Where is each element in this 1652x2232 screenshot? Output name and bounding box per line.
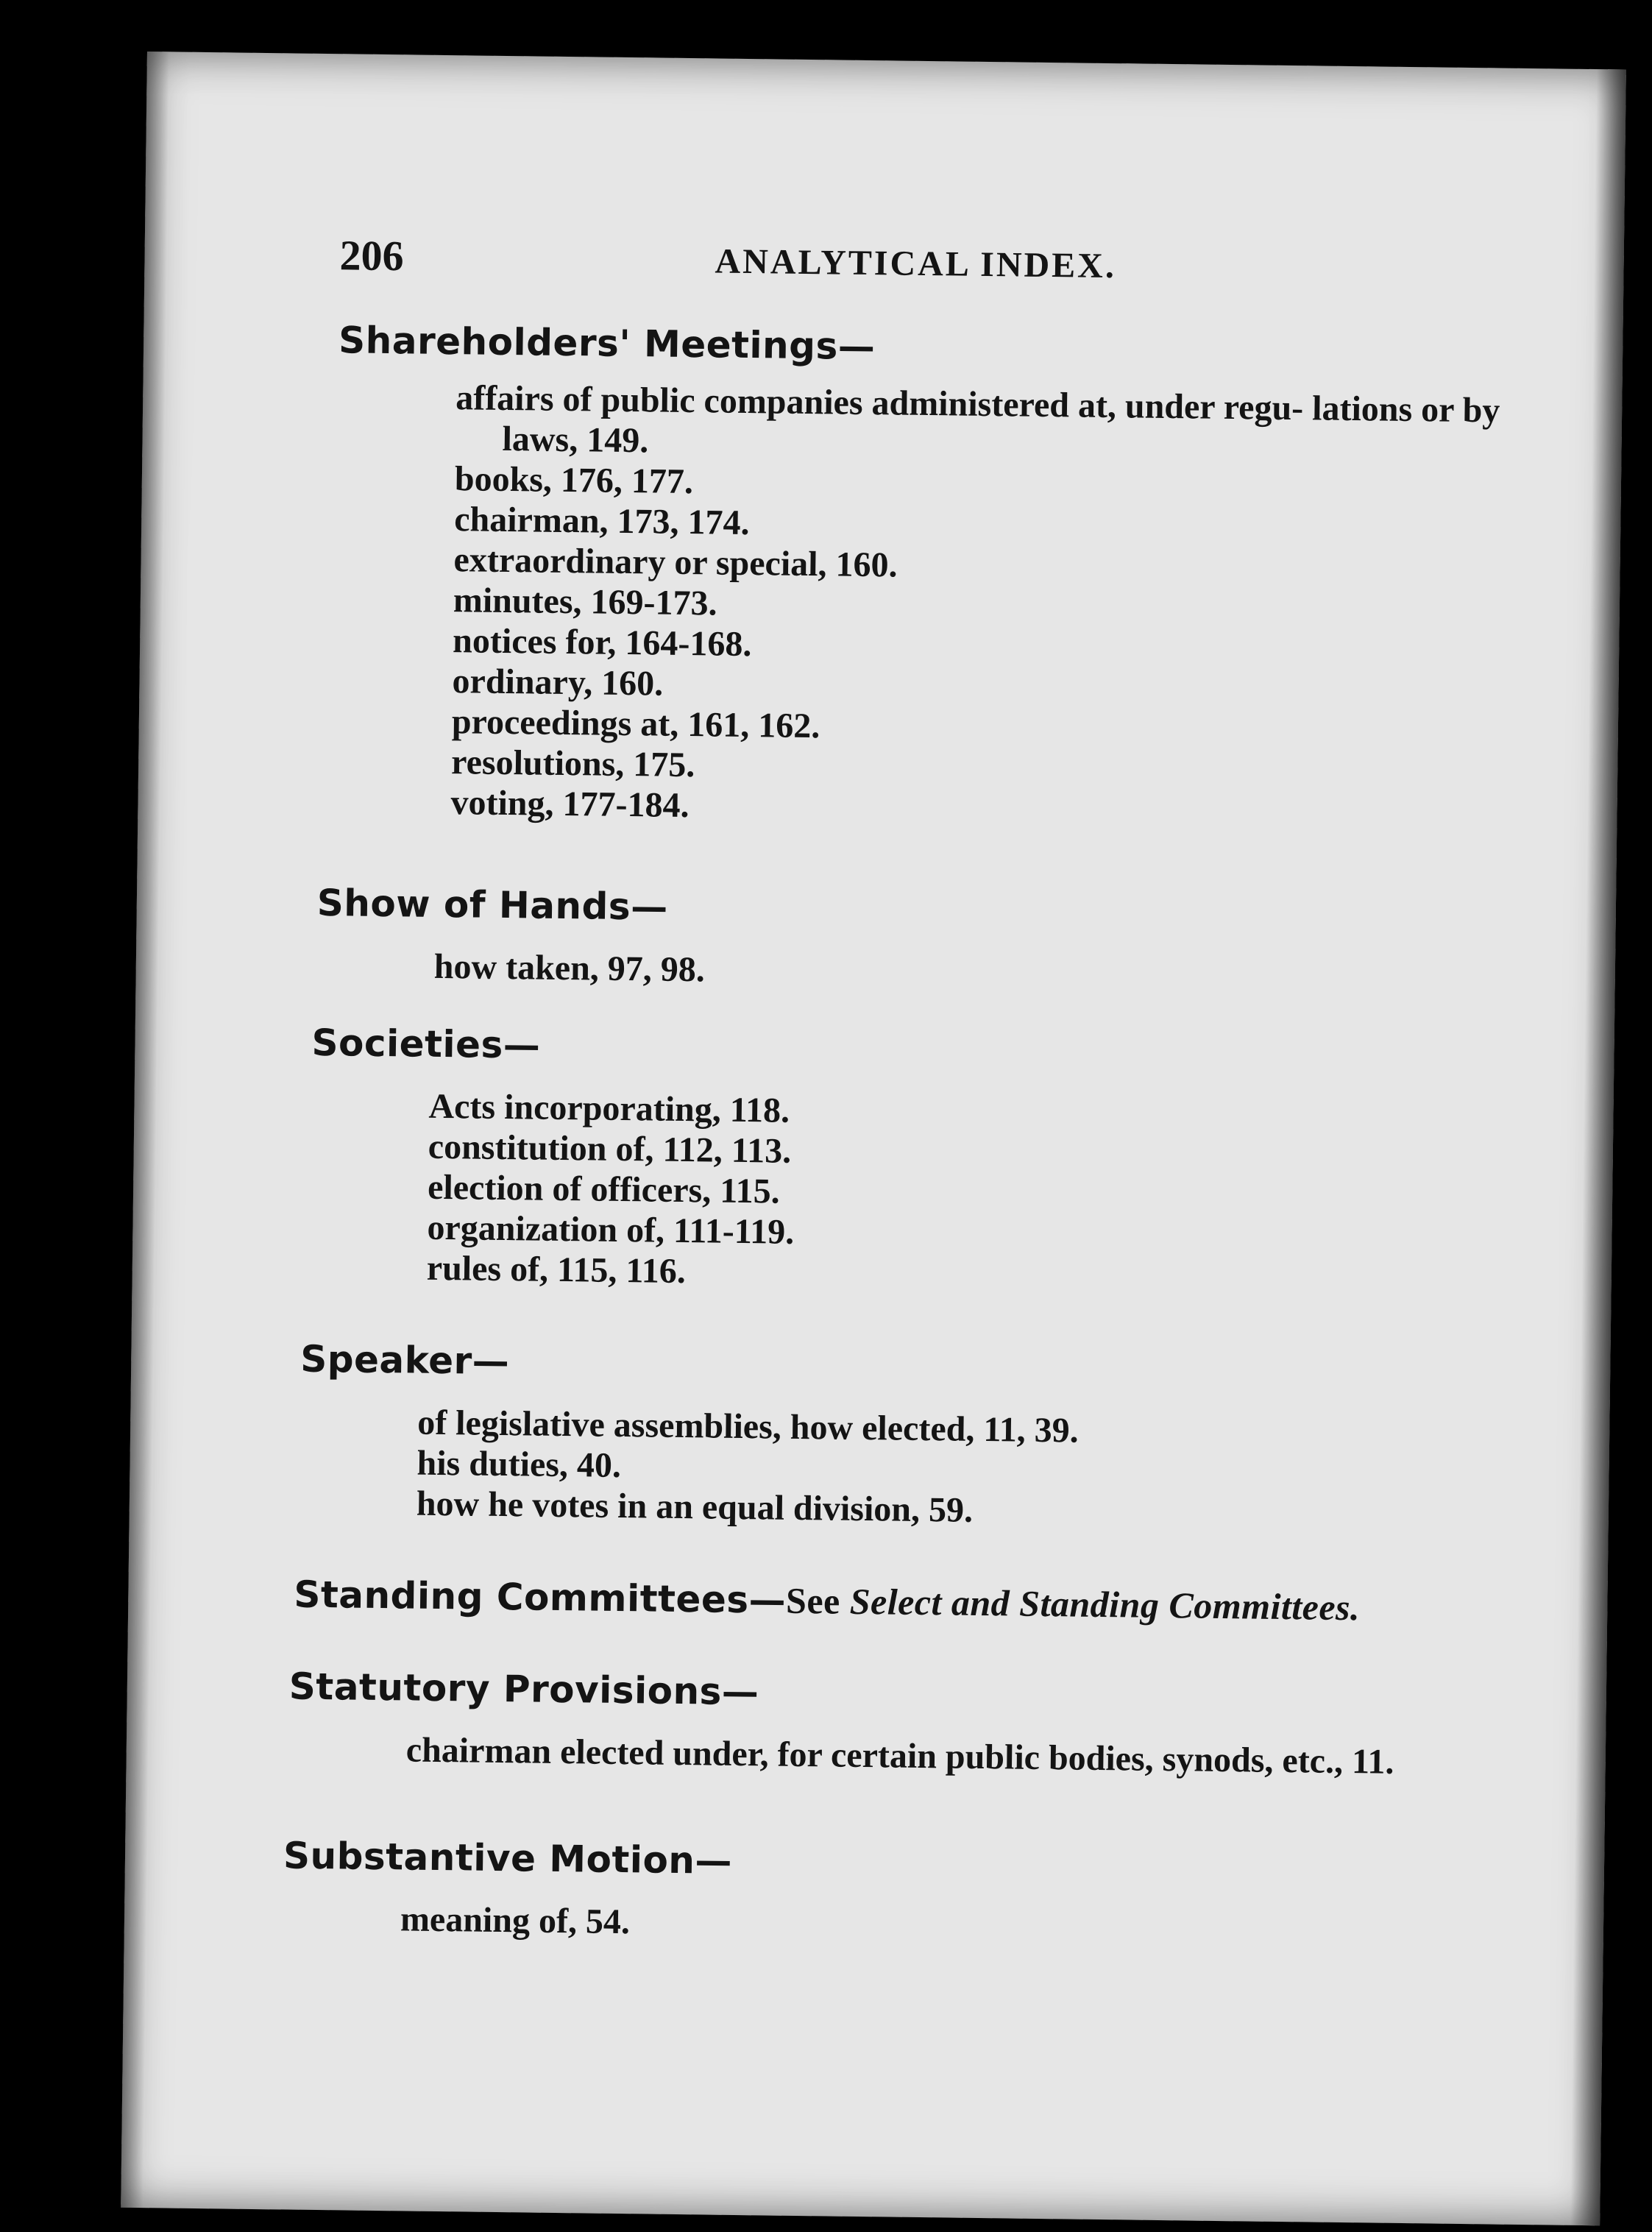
subentry: voting, 177-184. <box>450 783 689 826</box>
index-entry-speaker <box>299 1338 1652 1540</box>
subentry: resolutions, 175. <box>450 743 695 785</box>
entry-heading: Substantive Motion— <box>283 1834 733 1882</box>
subentry: of legislative assemblies, how elected, 11, 39. <box>416 1403 1080 1450</box>
entry-heading: Show of Hands— <box>316 881 669 929</box>
page-left-shadow <box>121 52 169 2208</box>
subentry: how taken, 97, 98. <box>433 946 706 990</box>
subentry: election of officers, 115. <box>427 1167 780 1211</box>
entry-heading: Shareholders' Meetings— <box>338 319 876 369</box>
index-entry-show-of-hands <box>316 882 1652 1002</box>
see-reference-target: Select and Standing Committees. <box>849 1580 1361 1629</box>
entry-heading-term: Standing Committees— <box>294 1573 787 1622</box>
subentry: Acts incorporating, 118. <box>428 1086 790 1130</box>
subentry: books, 176, 177. <box>454 459 694 502</box>
subentry: meaning of, 54. <box>400 1899 631 1942</box>
subentry: minutes, 169-173. <box>453 581 717 623</box>
subentry-list <box>400 1899 1512 1952</box>
index-entry-standing-committees <box>294 1573 1652 1633</box>
running-head: ANALYTICAL INDEX. <box>715 241 1117 286</box>
subentry-list <box>426 1086 1539 1302</box>
subentry: proceedings at, 161, 162. <box>451 702 820 746</box>
subentry-list <box>416 1403 1529 1537</box>
book-page <box>121 52 1626 2225</box>
subentry-list <box>434 946 1546 1000</box>
subentry: how he votes in an equal division, 59. <box>416 1484 974 1530</box>
subentry: chairman elected under, for certain public bodies, synods, etc., 11. <box>405 1730 1394 1782</box>
subentry: ordinary, 160. <box>452 662 664 704</box>
entry-heading: Societies— <box>311 1021 541 1067</box>
subentry: notices for, 164-168. <box>452 621 752 665</box>
entry-heading <box>294 1573 1652 1633</box>
entry-heading: Statutory Provisions— <box>288 1665 759 1714</box>
subentry: affairs of public companies administered at, under regu- lations or by laws, 149. <box>455 378 1500 461</box>
index-entry-societies <box>309 1021 1652 1304</box>
subentry: rules of, 115, 116. <box>426 1248 687 1292</box>
index-entry-substantive-motion <box>283 1834 1652 1955</box>
subentry: chairman, 173, 174. <box>453 500 750 543</box>
subentry: organization of, 111-119. <box>427 1208 795 1252</box>
subentry: his duties, 40. <box>416 1443 622 1486</box>
subentry-list <box>405 1729 1466 1783</box>
page-number: 206 <box>339 231 405 280</box>
subentry: constitution of, 112, 113. <box>428 1127 792 1171</box>
entry-heading: Speaker— <box>299 1337 510 1384</box>
subentry-list <box>450 378 1567 836</box>
index-entry-shareholders-meetings <box>333 319 1652 838</box>
see-reference-text: See <box>785 1579 851 1622</box>
index-entry-statutory-provisions <box>288 1665 1652 1786</box>
subentry: extraordinary or special, 160. <box>453 540 898 585</box>
